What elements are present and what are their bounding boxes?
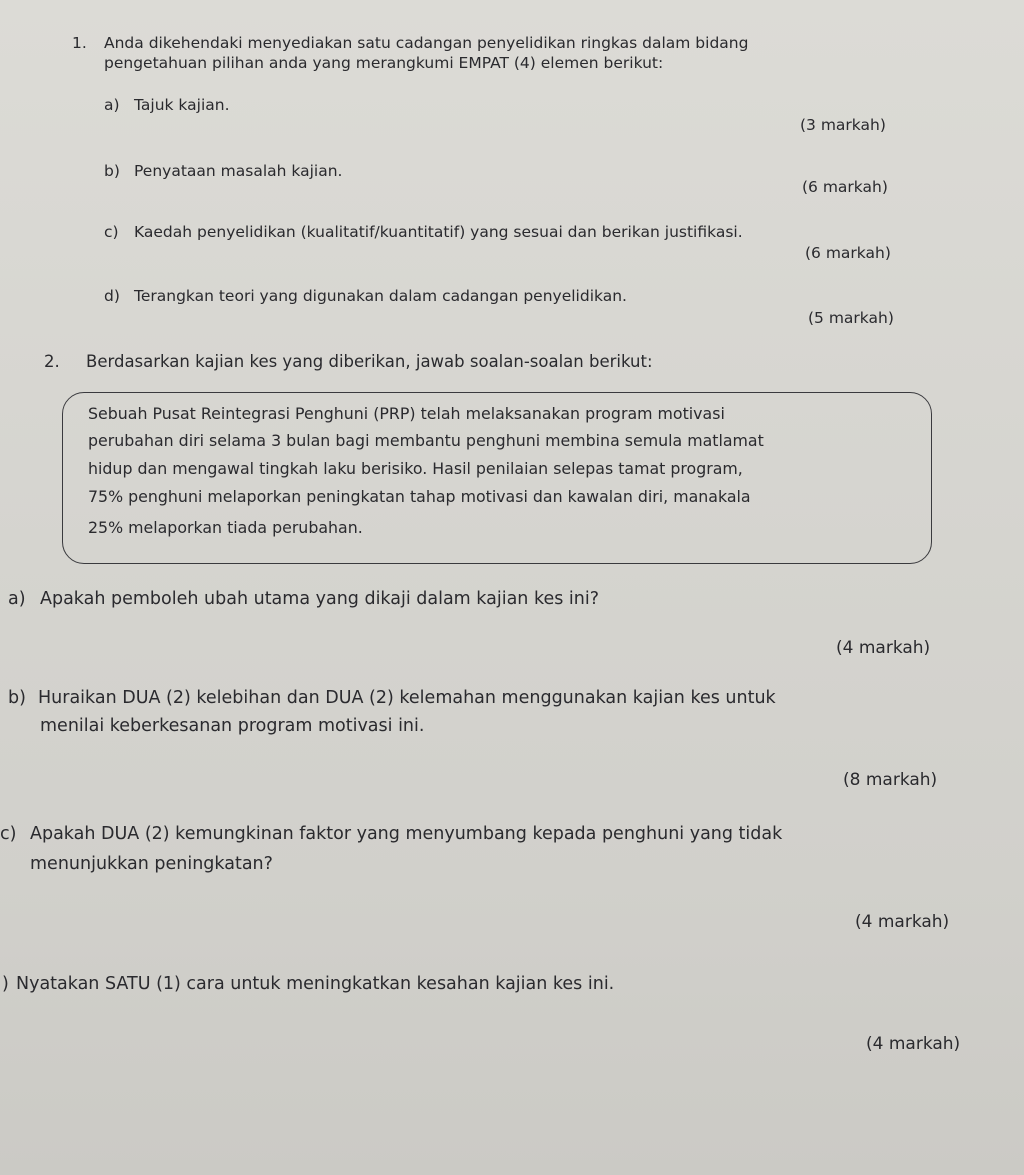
q1b-marks: (6 markah) [802,178,888,196]
q2c-marks: (4 markah) [855,912,950,932]
q2-intro: Berdasarkan kajian kes yang diberikan, jawab soalan-soalan berikut: [86,352,653,371]
q2a-marks: (4 markah) [836,638,931,658]
q1-number: 1. [72,34,87,52]
q1a-marks: (3 markah) [800,116,886,134]
q2b-label: b) [8,688,26,708]
q2a-text: Apakah pemboleh ubah utama yang dikaji dalam kajian kes ini? [40,589,600,609]
q2-number: 2. [44,352,60,371]
q2d-text: Nyatakan SATU (1) cara untuk meningkatkan kesahan kajian kes ini. [16,974,615,994]
q2a-label: a) [8,589,26,609]
q2d-marks: (4 markah) [866,1034,961,1054]
case-line-4: 75% penghuni melaporkan peningkatan tahap motivasi dan kawalan diri, manakala [88,487,751,506]
q1d-label: d) [104,287,120,305]
q1d-text: Terangkan teori yang digunakan dalam cadangan penyelidikan. [134,287,627,305]
q1c-marks: (6 markah) [805,244,891,262]
q2c-text-line2: menunjukkan peningkatan? [30,854,273,874]
q2b-marks: (8 markah) [843,770,938,790]
q1b-label: b) [104,162,120,180]
case-line-3: hidup dan mengawal tingkah laku berisiko. Hasil penilaian selepas tamat program, [88,459,743,478]
q2d-label: ) [2,974,9,994]
q1d-marks: (5 markah) [808,309,894,327]
q1a-text: Tajuk kajian. [134,96,230,114]
q1-intro-line2: pengetahuan pilihan anda yang merangkumi EMPAT (4) elemen berikut: [104,54,664,72]
q2c-text-line1: Apakah DUA (2) kemungkinan faktor yang menyumbang kepada penghuni yang tidak [30,824,783,844]
case-line-5: 25% melaporkan tiada perubahan. [88,518,363,537]
q2b-text-line1: Huraikan DUA (2) kelebihan dan DUA (2) kelemahan menggunakan kajian kes untuk [38,688,776,708]
q1c-text: Kaedah penyelidikan (kualitatif/kuantitatif) yang sesuai dan berikan justifikasi. [134,223,743,241]
q1a-label: a) [104,96,120,114]
q2b-text-line2: menilai keberkesanan program motivasi ini. [40,716,425,736]
q1c-label: c) [104,223,119,241]
q2c-label: c) [0,824,17,844]
q1-intro-line1: Anda dikehendaki menyediakan satu cadangan penyelidikan ringkas dalam bidang [104,34,749,52]
q1b-text: Penyataan masalah kajian. [134,162,343,180]
case-line-2: perubahan diri selama 3 bulan bagi membantu penghuni membina semula matlamat [88,431,764,450]
case-line-1: Sebuah Pusat Reintegrasi Penghuni (PRP) telah melaksanakan program motivasi [88,404,725,423]
